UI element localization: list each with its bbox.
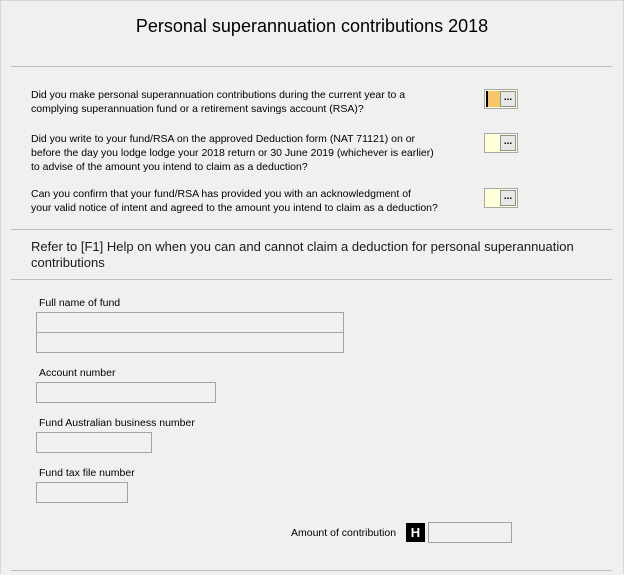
amount-input[interactable]	[428, 522, 512, 543]
ellipsis-button[interactable]: ...	[500, 190, 516, 206]
help-note: Refer to [F1] Help on when you can and cannot claim a deduction for personal superannuation contributions	[31, 239, 574, 270]
divider	[11, 229, 612, 230]
divider	[11, 66, 612, 67]
label-code-badge: H	[406, 523, 425, 542]
yes-no-select-deduction-form[interactable]	[484, 133, 518, 153]
question-acknowledgment: Can you confirm that your fund/RSA has provided you with an acknowledgment of your valid notice of intent and agreed to the amount you intend to claim as a deduction?	[31, 188, 438, 214]
tfn-label: Fund tax file number	[39, 467, 135, 479]
account-number-input[interactable]	[36, 382, 216, 403]
ellipsis-button[interactable]: ...	[500, 135, 516, 151]
question-deduction-form: Did you write to your fund/RSA on the approved Deduction form (NAT 71121) on or before the day you lodge lodge your 2018 return or 30 June 2019 (whichever is earlier) to advise of the amount you intend to claim as a deduction?	[31, 133, 434, 173]
divider	[11, 570, 612, 571]
selection-value[interactable]	[486, 190, 500, 206]
amount-label: Amount of contribution	[291, 527, 397, 539]
fund-name-input-1[interactable]	[36, 312, 344, 333]
yes-no-select-contributions[interactable]	[484, 89, 518, 109]
yes-no-select-acknowledgment[interactable]	[484, 188, 518, 208]
abn-label: Fund Australian business number	[39, 417, 195, 429]
account-number-label: Account number	[39, 367, 116, 379]
abn-input[interactable]	[36, 432, 152, 453]
fund-name-input-2[interactable]	[36, 332, 344, 353]
divider	[11, 279, 612, 280]
page-title: Personal superannuation contributions 2018	[135, 16, 489, 36]
fund-name-label: Full name of fund	[39, 297, 121, 309]
tfn-input[interactable]	[36, 482, 128, 503]
selection-value[interactable]	[486, 91, 500, 107]
selection-value[interactable]	[486, 135, 500, 151]
ellipsis-button[interactable]: ...	[500, 91, 516, 107]
question-contributions: Did you make personal superannuation contributions during the current year to a complying superannuation fund or a retirement savings account (RSA)?	[31, 89, 406, 115]
